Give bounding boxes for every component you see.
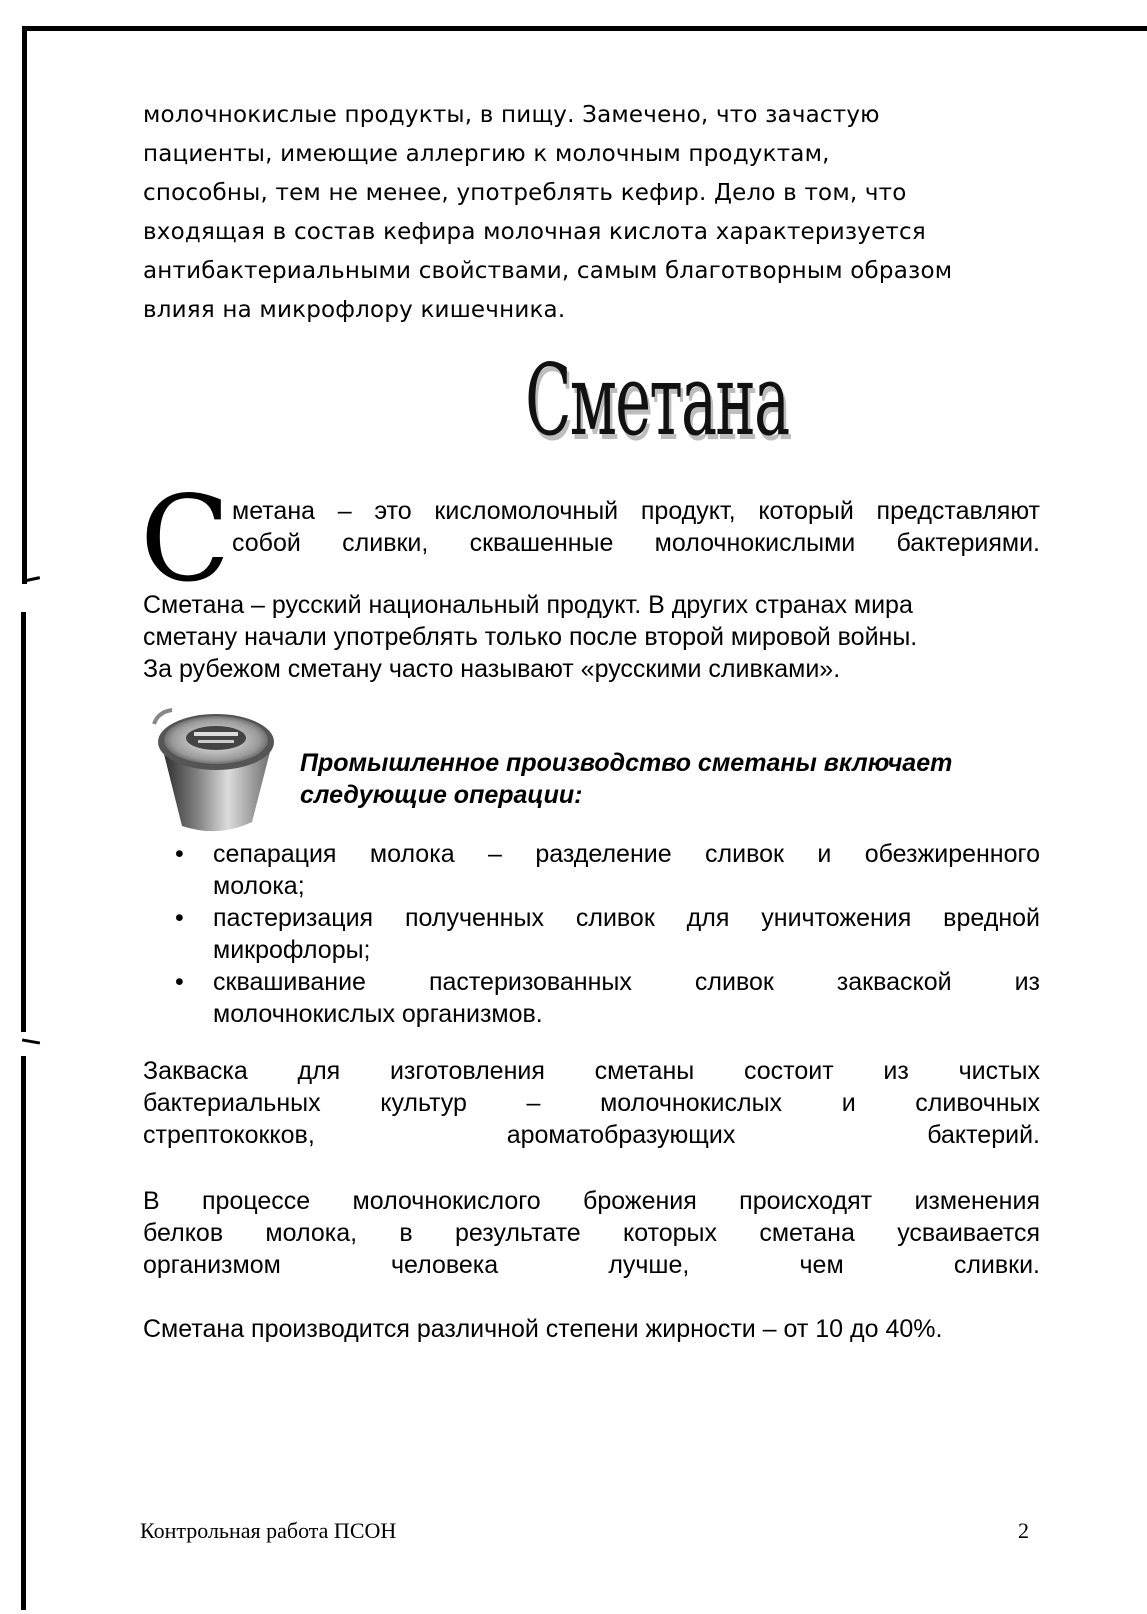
bullet-icon: • [175,840,184,868]
paragraph-line: молочнокислые продукты, в пищу. Замечено, что зачастую [143,102,880,128]
frame-mark [22,1038,40,1044]
sour-cream-tub-image [148,704,280,836]
operations-list [175,838,1040,1030]
list-item [175,838,1040,902]
paragraph-line: собой сливки, сквашенные молочнокислыми бактериями. [232,529,1040,557]
footer-title: Контрольная работа ПСОН [140,1518,397,1543]
section-heading: Сметана [525,344,789,458]
starter-paragraph [143,1055,1040,1151]
paragraph-line: входящая в состав кефира молочная кислота характеризуется [143,219,926,245]
drop-cap: С [140,470,231,608]
paragraph-line: метана – это кисломолочный продукт, который представляют [232,497,1040,525]
list-item-line: микрофлоры; [213,936,371,964]
list-item-line: сквашивание пастеризованных сливок закваской из [213,968,1040,996]
list-item-line: пастеризация полученных сливок для уничтожения вредной [213,904,1040,932]
paragraph-line: Сметана – русский национальный продукт. В других странах мира [143,591,913,619]
list-item [175,902,1040,966]
list-item-line: молока; [213,872,305,900]
title-line: Промышленное производство сметаны включает [300,749,953,777]
paragraph-line: пациенты, имеющие аллергию к молочным продуктам, [143,141,830,167]
paragraph-line: белков молока, в результате которых сметана усваивается [143,1219,1040,1247]
paragraph-line: В процессе молочнокислого брожения происходят изменения [143,1187,1040,1215]
fat-content-paragraph: Сметана производится различной степени жирности – от 10 до 40%. [143,1315,943,1343]
paragraph-line: стрептококков, ароматобразующих бактерий. [143,1121,1040,1149]
page-frame-left [21,1056,26,1610]
list-item-line: сепарация молока – разделение сливок и обезжиренного [213,840,1040,868]
bullet-icon: • [175,968,184,996]
definition-paragraph [232,495,1040,559]
list-item [175,966,1040,1030]
paragraph-line: антибактериальными свойствами, самым благотворным образом [143,258,953,284]
paragraph-line: влияя на микрофлору кишечника. [143,297,566,323]
page-frame-left [22,26,27,584]
page-frame-left [21,612,26,1032]
paragraph-line: За рубежом сметану часто называют «русскими сливками». [143,655,841,683]
page-number: 2 [1018,1518,1029,1543]
national-paragraph [143,589,1040,685]
bullet-icon: • [175,904,184,932]
paragraph-line: сметану начали употреблять только после второй мировой войны. [143,623,918,651]
intro-paragraph [143,96,1003,330]
list-item-line: молочнокислых организмов. [213,1000,543,1028]
paragraph-line: Закваска для изготовления сметаны состоит из чистых [143,1057,1040,1085]
paragraph-line: организмом человека лучше, чем сливки. [143,1251,1040,1279]
paragraph-line: способны, тем не менее, употреблять кефир. Дело в том, что [143,180,907,206]
paragraph-line: бактериальных культур – молочнокислых и сливочных [143,1089,1040,1117]
operations-title [300,747,1040,811]
page-frame-top [22,26,1147,31]
fermentation-paragraph [143,1185,1040,1281]
title-line: следующие операции: [300,781,583,809]
